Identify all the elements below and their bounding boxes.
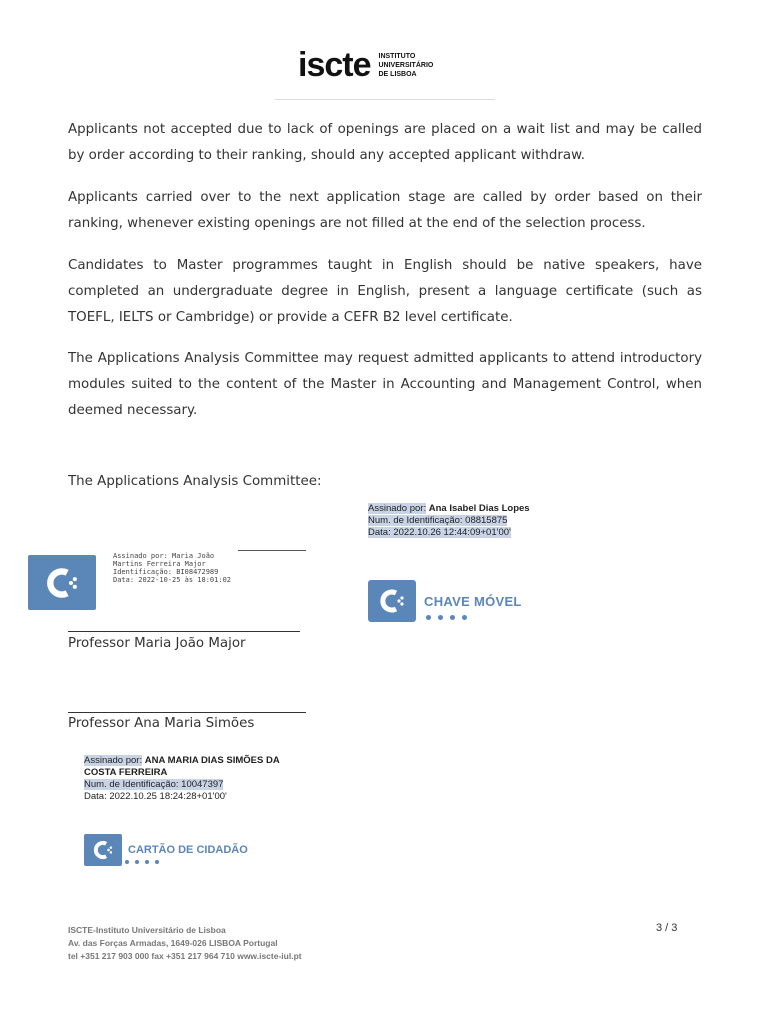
cartao-cidadao-badge: CARTÃO DE CIDADÃO [84,834,248,866]
paragraph-next-stage: Applicants carried over to the next application stage are called by order based on their ranking, whenever existing openings are not filled at the end of the selection process. [68,190,702,231]
signature-line-simoes [68,712,306,713]
badge-dots [426,615,467,620]
digital-signature-major: Assinado por: Maria João Martins Ferreira Major Identificação: BI08472989 Data: 2022-10-25 às 18:01:02 [113,552,232,584]
signatory-name-major: Professor Maria João Major [68,636,246,651]
signature-line-short [238,550,306,551]
page-number: 3 / 3 [656,922,678,934]
logo-subtitle: INSTITUTO UNIVERSITÁRIO DE LISBOA [378,53,434,78]
paragraph-introductory-modules: The Applications Analysis Committee may request admitted applicants to attend introductory modules suited to the content of the Master in Accounting and Management Control, when deemed necessary. [68,351,702,418]
chave-movel-badge: CHAVE MÓVEL [368,580,522,622]
cmd-logo-icon [368,580,416,622]
footer-address: ISCTE-Instituto Universitário de Lisboa Av. das Forças Armadas, 1649-026 LISBOA Portugal tel +351 217 903 000 fax +351 217 964 710 www.iscte-iul.pt [68,925,302,961]
paragraph-waitlist: Applicants not accepted due to lack of openings are placed on a wait list and may be called by order according to their ranking, should any accepted applicant withdraw. [68,122,702,163]
iscte-logo [298,46,434,84]
logo-wordmark: iscte [298,46,371,84]
cc-logo-icon [28,555,96,610]
committee-heading: The Applications Analysis Committee: [68,474,322,489]
cc-badge-icon [84,834,122,866]
badge-dots [125,860,159,864]
header-divider [275,99,495,100]
signature-line-major [68,631,300,632]
digital-signature-lopes: Assinado por: Ana Isabel Dias Lopes Num. de Identificação: 08815875 Data: 2022.10.26 12:44:09+01'00' [368,503,530,538]
digital-signature-simoes: Assinado por: ANA MARIA DIAS SIMÕES DA COSTA FERREIRA Num. de Identificação: 10047397 Data: 2022.10.25 18:24:28+01'00' [84,755,280,802]
paragraph-english-requirements: Candidates to Master programmes taught in English should be native speakers, have completed an undergraduate degree in English, present a language certificate (such as TOEFL, IELTS or Cambridge) or provide a CEFR B2 level certificate. [68,258,702,325]
signatory-name-simoes: Professor Ana Maria Simões [68,716,255,731]
